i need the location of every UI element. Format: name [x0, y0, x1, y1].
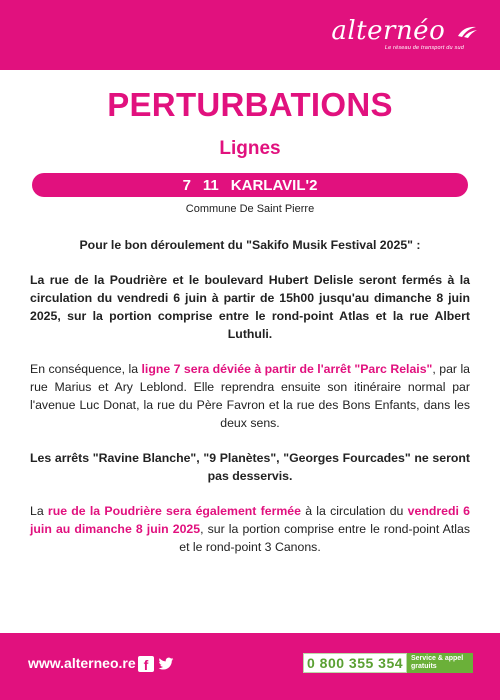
deviation-prefix: En conséquence, la: [30, 362, 142, 376]
intro-paragraph: Pour le bon déroulement du "Sakifo Musik Festival 2025" :: [79, 238, 421, 252]
service-label-line2: gratuits: [411, 663, 437, 670]
alterneo-logo[interactable]: [331, 18, 478, 51]
deviation-suffix: , par la rue Marius et Ary Leblond. Elle reprendra ensuite son itinéraire normal par l'avenue Luc Donat, la rue du Père Favron et la rue des Bons Enfants, dans les deux sens.: [30, 362, 471, 430]
logo-text: alternéo: [331, 16, 446, 46]
deviation-paragraph: [30, 360, 470, 432]
second-suffix: , sur la portion comprise entre le rond-point Atlas et le rond-point 3 Canons.: [179, 522, 470, 554]
service-label-line1: Service & appel: [411, 655, 464, 662]
notice-body: [30, 236, 470, 573]
page-subtitle: Lignes: [219, 138, 281, 159]
stops-paragraph: Les arrêts "Ravine Blanche", "9 Planètes", "Georges Fourcades" ne seront pas desservis.: [30, 451, 470, 483]
line-badge: KARLAVIL'2: [230, 176, 318, 194]
second-closure-paragraph: [30, 502, 470, 556]
line-badge: 7: [182, 176, 191, 194]
header-band: [0, 0, 500, 70]
free-service-badge: [407, 653, 473, 673]
phone-number[interactable]: 0 800 355 354: [303, 653, 407, 673]
page-title: PERTURBATIONS: [107, 86, 393, 123]
line-badge: 11: [202, 176, 219, 194]
website-link[interactable]: www.alterneo.re: [28, 655, 136, 671]
second-highlight-2: vendredi 6 juin au dimanche 8 juin 2025: [30, 504, 470, 536]
commune-label: Commune De Saint Pierre: [185, 203, 315, 215]
swoosh-icon: [456, 25, 478, 39]
second-mid: à la circulation du: [300, 504, 408, 518]
twitter-icon[interactable]: [158, 656, 174, 672]
closure-paragraph: La rue de la Poudrière et le boulevard Hubert Delisle seront fermés à la circulation du vendredi 6 juin à partir de 15h00 jusqu'au dimanche 8 juin 2025, sur la portion comprise entre le rond-point Atlas et la rue Albert Luthuli.: [30, 273, 470, 341]
logo-tagline: Le réseau de transport du sud: [384, 45, 464, 51]
second-prefix: La: [30, 504, 48, 518]
affected-lines-bar: [32, 173, 468, 197]
facebook-icon[interactable]: f: [138, 656, 154, 672]
second-highlight-1: rue de la Poudrière sera également fermée: [47, 504, 301, 518]
deviation-highlight: ligne 7 sera déviée à partir de l'arrêt "Parc Relais": [141, 362, 433, 376]
